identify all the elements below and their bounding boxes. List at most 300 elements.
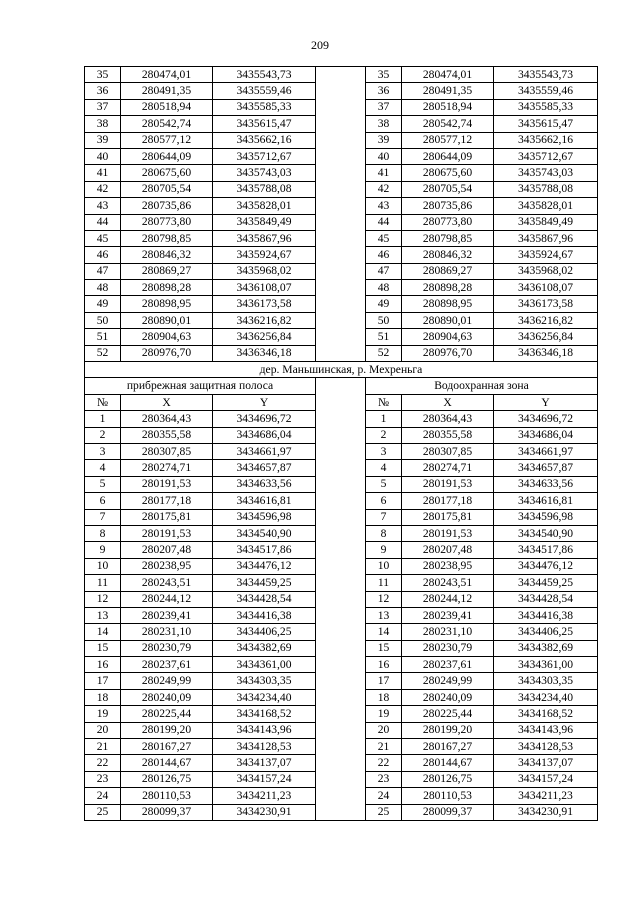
y-coordinate: 3434128,53 (213, 739, 316, 755)
column-gap (316, 640, 366, 656)
x-coordinate: 280675,60 (402, 165, 494, 181)
table-row (85, 558, 598, 574)
y-coordinate: 3435743,03 (213, 165, 316, 181)
y-coordinate: 3434137,07 (494, 755, 598, 771)
point-number: 11 (85, 575, 121, 591)
point-number: 16 (366, 657, 402, 673)
table-row (85, 165, 598, 181)
y-coordinate: 3434211,23 (494, 788, 598, 804)
column-gap (316, 755, 366, 771)
header-y: Y (494, 394, 598, 410)
column-gap (316, 280, 366, 296)
y-coordinate: 3434657,87 (494, 460, 598, 476)
x-coordinate: 280976,70 (121, 345, 213, 361)
y-coordinate: 3435828,01 (213, 198, 316, 214)
x-coordinate: 280191,53 (121, 476, 213, 492)
x-coordinate: 280110,53 (402, 788, 494, 804)
point-number: 39 (366, 132, 402, 148)
x-coordinate: 280644,09 (121, 148, 213, 164)
column-gap (316, 165, 366, 181)
point-number: 6 (366, 493, 402, 509)
point-number: 36 (85, 83, 121, 99)
point-number: 23 (85, 771, 121, 787)
x-coordinate: 280869,27 (402, 263, 494, 279)
point-number: 35 (85, 67, 121, 83)
x-coordinate: 280798,85 (402, 230, 494, 246)
y-coordinate: 3435743,03 (494, 165, 598, 181)
x-coordinate: 280099,37 (121, 804, 213, 820)
y-coordinate: 3435543,73 (494, 67, 598, 83)
y-coordinate: 3435585,33 (494, 99, 598, 115)
table-row (85, 329, 598, 345)
y-coordinate: 3435585,33 (213, 99, 316, 115)
y-coordinate: 3436216,82 (494, 312, 598, 328)
y-coordinate: 3435543,73 (213, 67, 316, 83)
x-coordinate: 280904,63 (402, 329, 494, 345)
table-row (85, 673, 598, 689)
y-coordinate: 3434661,97 (213, 443, 316, 459)
point-number: 7 (366, 509, 402, 525)
x-coordinate: 280491,35 (121, 83, 213, 99)
column-gap (316, 788, 366, 804)
x-coordinate: 280177,18 (402, 493, 494, 509)
table-row (85, 460, 598, 476)
point-number: 9 (366, 542, 402, 558)
y-coordinate: 3434382,69 (213, 640, 316, 656)
x-coordinate: 280144,67 (402, 755, 494, 771)
column-gap (316, 83, 366, 99)
point-number: 51 (85, 329, 121, 345)
column-gap (316, 116, 366, 132)
x-coordinate: 280890,01 (402, 312, 494, 328)
table-row (85, 345, 598, 361)
y-coordinate: 3435712,67 (494, 148, 598, 164)
y-coordinate: 3435788,08 (494, 181, 598, 197)
header-x: X (402, 394, 494, 410)
y-coordinate: 3434143,96 (213, 722, 316, 738)
table-row (85, 640, 598, 656)
table-row (85, 493, 598, 509)
x-coordinate: 280231,10 (402, 624, 494, 640)
x-coordinate: 280307,85 (121, 443, 213, 459)
x-coordinate: 280773,80 (402, 214, 494, 230)
column-gap (316, 394, 366, 410)
column-gap (316, 476, 366, 492)
point-number: 48 (85, 280, 121, 296)
x-coordinate: 280199,20 (402, 722, 494, 738)
table-row (85, 263, 598, 279)
y-coordinate: 3434661,97 (494, 443, 598, 459)
x-coordinate: 280231,10 (121, 624, 213, 640)
x-coordinate: 280705,54 (402, 181, 494, 197)
point-number: 12 (366, 591, 402, 607)
column-gap (316, 575, 366, 591)
point-number: 10 (85, 558, 121, 574)
x-coordinate: 280898,28 (402, 280, 494, 296)
table-row (85, 132, 598, 148)
point-number: 40 (366, 148, 402, 164)
table-row (85, 788, 598, 804)
section-title-row (85, 362, 598, 378)
x-coordinate: 280518,94 (402, 99, 494, 115)
x-coordinate: 280243,51 (402, 575, 494, 591)
table-row (85, 525, 598, 541)
point-number: 20 (366, 722, 402, 738)
header-num: № (85, 394, 121, 410)
y-coordinate: 3434517,86 (213, 542, 316, 558)
table-row (85, 67, 598, 83)
section-title: дер. Маньшинская, р. Мехреньга (85, 362, 598, 378)
point-number: 14 (85, 624, 121, 640)
point-number: 52 (85, 345, 121, 361)
point-number: 8 (366, 525, 402, 541)
column-gap (316, 312, 366, 328)
x-coordinate: 280207,48 (121, 542, 213, 558)
point-number: 9 (85, 542, 121, 558)
column-gap (316, 181, 366, 197)
point-number: 4 (366, 460, 402, 476)
x-coordinate: 280364,43 (121, 411, 213, 427)
x-coordinate: 280243,51 (121, 575, 213, 591)
y-coordinate: 3436256,84 (213, 329, 316, 345)
point-number: 15 (85, 640, 121, 656)
column-gap (316, 132, 366, 148)
point-number: 3 (366, 443, 402, 459)
x-coordinate: 280177,18 (121, 493, 213, 509)
point-number: 17 (85, 673, 121, 689)
column-gap (316, 198, 366, 214)
x-coordinate: 280890,01 (121, 312, 213, 328)
point-number: 7 (85, 509, 121, 525)
point-number: 48 (366, 280, 402, 296)
y-coordinate: 3435559,46 (213, 83, 316, 99)
column-gap (316, 493, 366, 509)
point-number: 50 (85, 312, 121, 328)
point-number: 51 (366, 329, 402, 345)
x-coordinate: 280675,60 (121, 165, 213, 181)
y-coordinate: 3436346,18 (494, 345, 598, 361)
column-gap (316, 460, 366, 476)
x-coordinate: 280230,79 (402, 640, 494, 656)
y-coordinate: 3434143,96 (494, 722, 598, 738)
y-coordinate: 3435968,02 (494, 263, 598, 279)
y-coordinate: 3436173,58 (494, 296, 598, 312)
y-coordinate: 3435828,01 (494, 198, 598, 214)
x-coordinate: 280976,70 (402, 345, 494, 361)
y-coordinate: 3434382,69 (494, 640, 598, 656)
x-coordinate: 280846,32 (121, 247, 213, 263)
x-coordinate: 280240,09 (121, 689, 213, 705)
point-number: 42 (366, 181, 402, 197)
column-gap (316, 689, 366, 705)
x-coordinate: 280099,37 (402, 804, 494, 820)
y-coordinate: 3436216,82 (213, 312, 316, 328)
table-row (85, 755, 598, 771)
left-subtitle: прибрежная защитная полоса (85, 378, 316, 394)
table-row (85, 739, 598, 755)
y-coordinate: 3434686,04 (494, 427, 598, 443)
column-gap (316, 427, 366, 443)
y-coordinate: 3434157,24 (213, 771, 316, 787)
point-number: 43 (366, 198, 402, 214)
table-row (85, 296, 598, 312)
column-gap (316, 263, 366, 279)
point-number: 41 (366, 165, 402, 181)
x-coordinate: 280898,95 (402, 296, 494, 312)
column-gap (316, 722, 366, 738)
point-number: 4 (85, 460, 121, 476)
y-coordinate: 3436108,07 (494, 280, 598, 296)
point-number: 1 (366, 411, 402, 427)
point-number: 13 (366, 607, 402, 623)
y-coordinate: 3434428,54 (494, 591, 598, 607)
column-gap (316, 296, 366, 312)
y-coordinate: 3434168,52 (494, 706, 598, 722)
x-coordinate: 280577,12 (121, 132, 213, 148)
x-coordinate: 280364,43 (402, 411, 494, 427)
y-coordinate: 3434234,40 (213, 689, 316, 705)
column-gap (316, 804, 366, 820)
point-number: 16 (85, 657, 121, 673)
point-number: 19 (85, 706, 121, 722)
y-coordinate: 3434633,56 (494, 476, 598, 492)
point-number: 39 (85, 132, 121, 148)
x-coordinate: 280773,80 (121, 214, 213, 230)
point-number: 47 (85, 263, 121, 279)
table-row (85, 230, 598, 246)
x-coordinate: 280175,81 (402, 509, 494, 525)
x-coordinate: 280230,79 (121, 640, 213, 656)
point-number: 11 (366, 575, 402, 591)
column-gap (316, 214, 366, 230)
point-number: 43 (85, 198, 121, 214)
column-gap (316, 329, 366, 345)
y-coordinate: 3434234,40 (494, 689, 598, 705)
y-coordinate: 3435867,96 (494, 230, 598, 246)
point-number: 1 (85, 411, 121, 427)
column-gap (316, 525, 366, 541)
table-row (85, 443, 598, 459)
y-coordinate: 3434616,81 (494, 493, 598, 509)
point-number: 40 (85, 148, 121, 164)
y-coordinate: 3434137,07 (213, 755, 316, 771)
x-coordinate: 280474,01 (402, 67, 494, 83)
column-gap (316, 657, 366, 673)
y-coordinate: 3434476,12 (494, 558, 598, 574)
y-coordinate: 3434416,38 (494, 607, 598, 623)
x-coordinate: 280144,67 (121, 755, 213, 771)
y-coordinate: 3434686,04 (213, 427, 316, 443)
x-coordinate: 280869,27 (121, 263, 213, 279)
point-number: 46 (366, 247, 402, 263)
y-coordinate: 3435712,67 (213, 148, 316, 164)
column-gap (316, 345, 366, 361)
table-row (85, 771, 598, 787)
y-coordinate: 3434128,53 (494, 739, 598, 755)
column-gap (316, 706, 366, 722)
y-coordinate: 3434696,72 (494, 411, 598, 427)
y-coordinate: 3434596,98 (213, 509, 316, 525)
column-gap (316, 771, 366, 787)
x-coordinate: 280191,53 (402, 525, 494, 541)
point-number: 2 (85, 427, 121, 443)
y-coordinate: 3434476,12 (213, 558, 316, 574)
point-number: 25 (85, 804, 121, 820)
point-number: 5 (85, 476, 121, 492)
point-number: 37 (366, 99, 402, 115)
x-coordinate: 280846,32 (402, 247, 494, 263)
y-coordinate: 3435924,67 (213, 247, 316, 263)
x-coordinate: 280237,61 (402, 657, 494, 673)
point-number: 21 (366, 739, 402, 755)
point-number: 46 (85, 247, 121, 263)
x-coordinate: 280240,09 (402, 689, 494, 705)
x-coordinate: 280249,99 (402, 673, 494, 689)
column-gap (316, 247, 366, 263)
point-number: 17 (366, 673, 402, 689)
point-number: 36 (366, 83, 402, 99)
point-number: 8 (85, 525, 121, 541)
point-number: 45 (85, 230, 121, 246)
column-gap (316, 99, 366, 115)
x-coordinate: 280126,75 (121, 771, 213, 787)
x-coordinate: 280249,99 (121, 673, 213, 689)
table-row (85, 83, 598, 99)
column-gap (316, 378, 366, 394)
y-coordinate: 3434657,87 (213, 460, 316, 476)
table-row (85, 542, 598, 558)
point-number: 18 (366, 689, 402, 705)
table-row (85, 247, 598, 263)
y-coordinate: 3434517,86 (494, 542, 598, 558)
x-coordinate: 280898,95 (121, 296, 213, 312)
y-coordinate: 3435968,02 (213, 263, 316, 279)
x-coordinate: 280191,53 (121, 525, 213, 541)
point-number: 10 (366, 558, 402, 574)
point-number: 12 (85, 591, 121, 607)
point-number: 23 (366, 771, 402, 787)
x-coordinate: 280474,01 (121, 67, 213, 83)
column-gap (316, 411, 366, 427)
x-coordinate: 280237,61 (121, 657, 213, 673)
point-number: 24 (366, 788, 402, 804)
y-coordinate: 3434459,25 (494, 575, 598, 591)
x-coordinate: 280577,12 (402, 132, 494, 148)
x-coordinate: 280167,27 (402, 739, 494, 755)
x-coordinate: 280244,12 (402, 591, 494, 607)
point-number: 45 (366, 230, 402, 246)
y-coordinate: 3435662,16 (494, 132, 598, 148)
y-coordinate: 3434540,90 (494, 525, 598, 541)
table-row (85, 657, 598, 673)
point-number: 44 (366, 214, 402, 230)
x-coordinate: 280239,41 (402, 607, 494, 623)
y-coordinate: 3434459,25 (213, 575, 316, 591)
y-coordinate: 3435849,49 (213, 214, 316, 230)
x-coordinate: 280225,44 (402, 706, 494, 722)
x-coordinate: 280491,35 (402, 83, 494, 99)
point-number: 38 (85, 116, 121, 132)
header-y: Y (213, 394, 316, 410)
table-row (85, 116, 598, 132)
column-gap (316, 607, 366, 623)
x-coordinate: 280735,86 (402, 198, 494, 214)
y-coordinate: 3434428,54 (213, 591, 316, 607)
y-coordinate: 3435615,47 (494, 116, 598, 132)
table-row (85, 607, 598, 623)
column-gap (316, 624, 366, 640)
y-coordinate: 3434211,23 (213, 788, 316, 804)
column-gap (316, 230, 366, 246)
x-coordinate: 280239,41 (121, 607, 213, 623)
point-number: 3 (85, 443, 121, 459)
y-coordinate: 3434406,25 (494, 624, 598, 640)
table-row (85, 427, 598, 443)
x-coordinate: 280167,27 (121, 739, 213, 755)
point-number: 19 (366, 706, 402, 722)
y-coordinate: 3434230,91 (494, 804, 598, 820)
y-coordinate: 3434303,35 (494, 673, 598, 689)
table-row (85, 722, 598, 738)
column-gap (316, 443, 366, 459)
x-coordinate: 280110,53 (121, 788, 213, 804)
y-coordinate: 3435788,08 (213, 181, 316, 197)
point-number: 42 (85, 181, 121, 197)
table-row (85, 181, 598, 197)
y-coordinate: 3435849,49 (494, 214, 598, 230)
column-gap (316, 542, 366, 558)
x-coordinate: 280238,95 (121, 558, 213, 574)
header-row (85, 394, 598, 410)
y-coordinate: 3435867,96 (213, 230, 316, 246)
subtitle-row (85, 378, 598, 394)
y-coordinate: 3434540,90 (213, 525, 316, 541)
table-row (85, 575, 598, 591)
table-row (85, 148, 598, 164)
y-coordinate: 3434696,72 (213, 411, 316, 427)
y-coordinate: 3434633,56 (213, 476, 316, 492)
point-number: 13 (85, 607, 121, 623)
point-number: 38 (366, 116, 402, 132)
coordinates-table (84, 66, 598, 821)
y-coordinate: 3435615,47 (213, 116, 316, 132)
y-coordinate: 3435662,16 (213, 132, 316, 148)
y-coordinate: 3436173,58 (213, 296, 316, 312)
column-gap (316, 67, 366, 83)
point-number: 52 (366, 345, 402, 361)
header-num: № (366, 394, 402, 410)
column-gap (316, 673, 366, 689)
y-coordinate: 3434168,52 (213, 706, 316, 722)
y-coordinate: 3434361,00 (494, 657, 598, 673)
point-number: 20 (85, 722, 121, 738)
x-coordinate: 280191,53 (402, 476, 494, 492)
x-coordinate: 280904,63 (121, 329, 213, 345)
x-coordinate: 280355,58 (402, 427, 494, 443)
x-coordinate: 280705,54 (121, 181, 213, 197)
y-coordinate: 3436346,18 (213, 345, 316, 361)
x-coordinate: 280798,85 (121, 230, 213, 246)
point-number: 44 (85, 214, 121, 230)
x-coordinate: 280238,95 (402, 558, 494, 574)
y-coordinate: 3434596,98 (494, 509, 598, 525)
x-coordinate: 280542,74 (402, 116, 494, 132)
y-coordinate: 3434230,91 (213, 804, 316, 820)
table-row (85, 476, 598, 492)
point-number: 22 (366, 755, 402, 771)
table-row (85, 624, 598, 640)
point-number: 18 (85, 689, 121, 705)
